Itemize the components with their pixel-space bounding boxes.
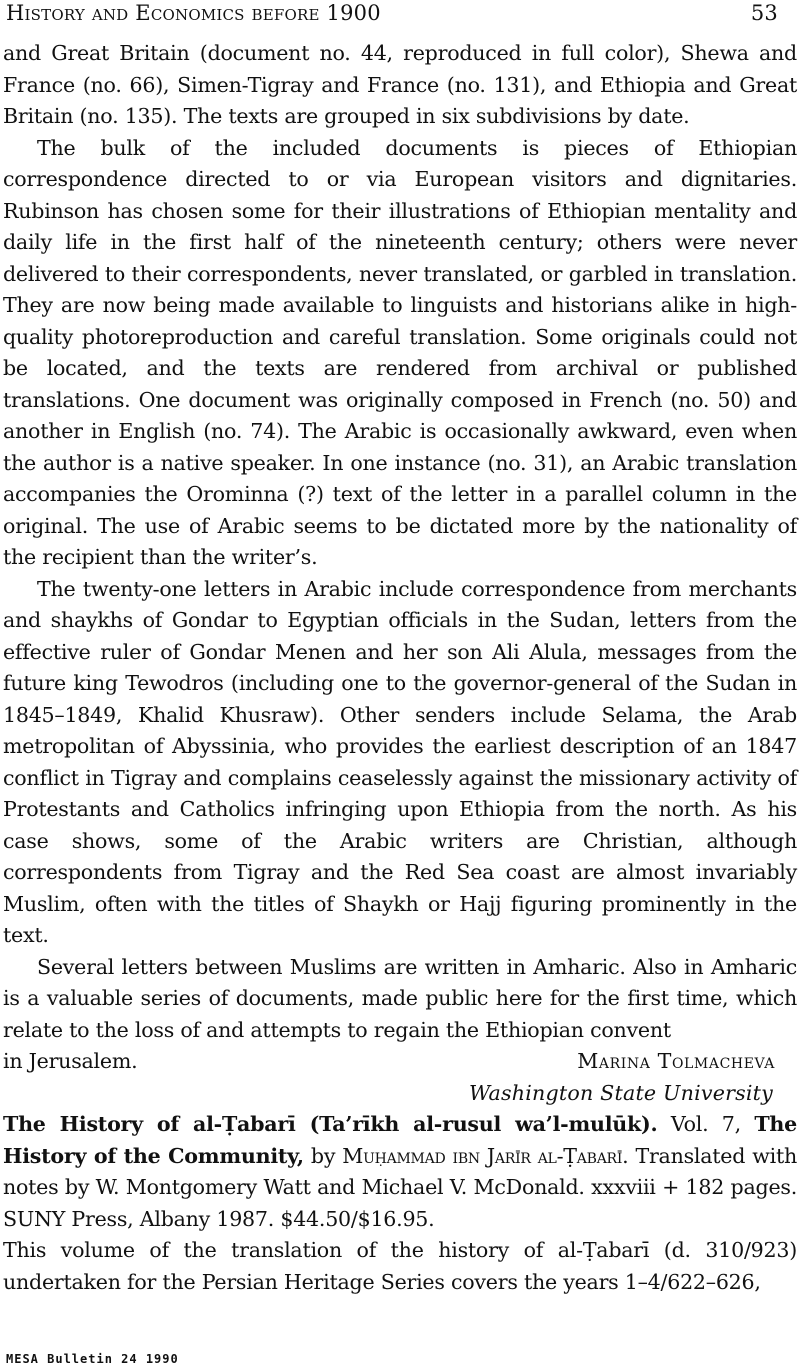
- paragraph-2: The bulk of the included documents is pieces of Ethiopian correspondence directed to or via European visitors and dignitaries. Rubinson has chosen some for their illustrations of Ethiopian mentality and daily life in the first half of the nineteenth century; others were never delivered to their correspondents, never translated, or garbled in translation. They are now being made available to linguists and historians alike in high-quality photoreproduction and careful translation. Some originals could not be located, and the texts are rendered from archival or published translations. One document was originally composed in French (no. 50) and another in English (no. 74). The Arabic is occasionally awkward, even when the author is a native speaker. In one instance (no. 31), an Arabic translation accompanies the Orominna (?) text of the letter in a parallel column in the original. The use of Arabic seems to be dictated more by the nationality of the recipient than the writer’s.: [3, 135, 797, 569]
- article-body: [3, 38, 797, 1298]
- reviewer-affiliation: Washington State University: [468, 1080, 773, 1105]
- paragraph-4-tail: in Jerusalem.: [3, 1049, 138, 1073]
- by-word: by: [303, 1143, 343, 1168]
- paragraph-1: and Great Britain (document no. 44, reproduced in full color), Shewa and France (no. 66), Simen-Tigray and France (no. 131), and Ethiopia and Great Britain (no. 135). The texts are grouped in six subdivisions by date.: [3, 41, 797, 128]
- review-first-paragraph: This volume of the translation of the history of al-Ṭabarī (d. 310/923) undertaken for the Persian Heritage Series covers the years 1–4/622–626,: [3, 1238, 797, 1294]
- page-number: 53: [750, 1, 778, 25]
- book-author: Muḥammad ibn Jarīr al-Ṭabarī.: [342, 1143, 629, 1168]
- paragraph-4: Several letters between Muslims are written in Amharic. Also in Amharic is a valuable series of documents, made public here for the first time, which relate to the loss of and attempts to regain the Ethiopian convent: [3, 954, 797, 1042]
- running-header: [6, 0, 788, 28]
- paragraph-3: The twenty-one letters in Arabic include correspondence from merchants and shaykhs of Gondar to Egyptian officials in the Sudan, letters from the effective ruler of Gondar Menen and her son Ali Alula, messages from the future king Tewodros (including one to the governor-general of the Sudan in 1845–1849, Khalid Khusraw). Other senders include Selama, the Arab metropolitan of Abyssinia, who provides the earliest description of an 1847 conflict in Tigray and complains ceaselessly against the missionary activity of Protestants and Catholics infringing upon Ethiopia from the north. As his case shows, some of the Arabic writers are Christian, although correspondents from Tigray and the Red Sea coast are almost invariably Muslim, often with the titles of Shaykh or Hajj figuring prominently in the text.: [3, 576, 797, 947]
- book-volume: Vol. 7,: [657, 1112, 755, 1136]
- running-title: History and Economics before 1900: [6, 1, 381, 25]
- journal-footer: MESA Bulletin 24 1990: [6, 1352, 179, 1366]
- reviewer-name: Marina Tolmacheva: [577, 1049, 775, 1073]
- review-heading: [3, 1109, 797, 1235]
- book-title: The History of al-Ṭabarī (Ta’rīkh al-rusul wa’l-mulūk).: [3, 1112, 658, 1136]
- book-details: Translated with notes by W. Montgomery Watt and Michael V. McDonald. xxxviii + 182 pages. SUNY Press, Albany 1987. $44.50/$16.95.: [3, 1143, 797, 1231]
- book-subtitle: The History of the Community,: [3, 1112, 797, 1168]
- signature-line: [3, 1046, 797, 1078]
